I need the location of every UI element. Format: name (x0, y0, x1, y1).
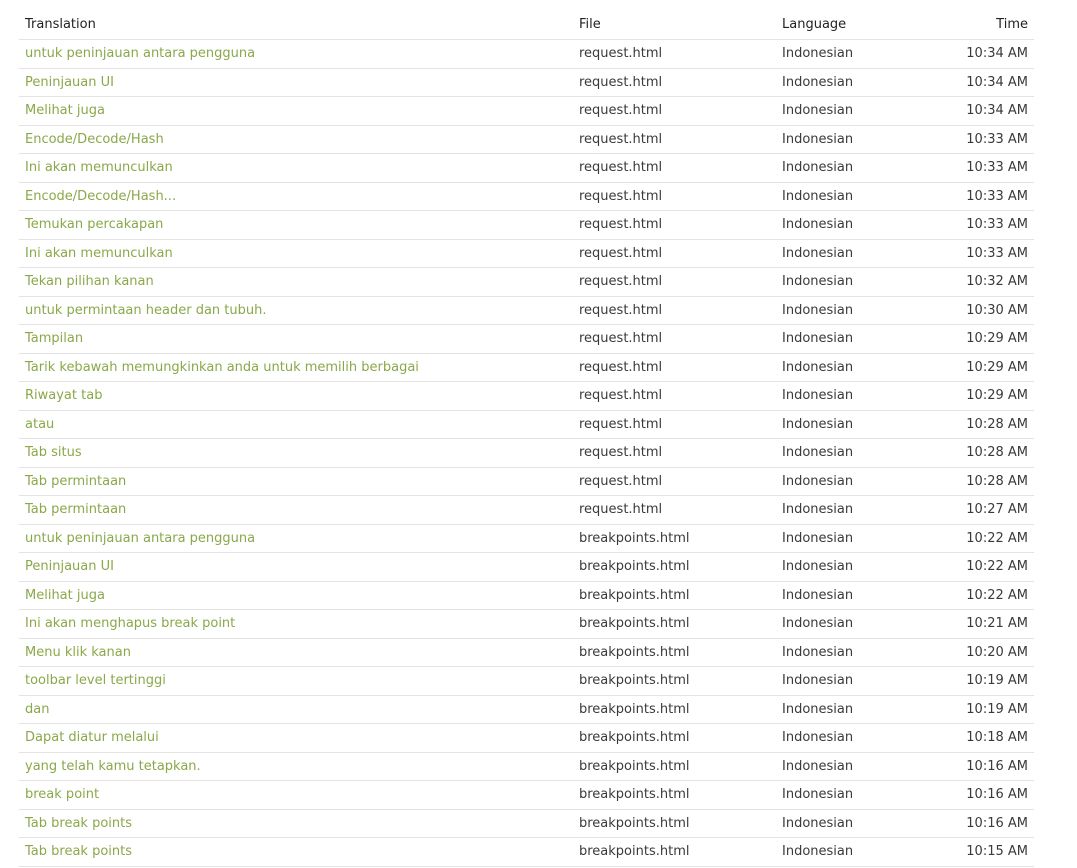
time-cell: 10:19 AM (936, 695, 1034, 724)
translation-link[interactable]: atau (19, 410, 573, 439)
translations-table-container (19, 10, 1034, 867)
time-cell: 10:33 AM (936, 154, 1034, 183)
time-cell: 10:28 AM (936, 467, 1034, 496)
translation-link[interactable]: Peninjauan UI (19, 553, 573, 582)
table-row (19, 553, 1034, 582)
time-cell: 10:20 AM (936, 638, 1034, 667)
time-cell: 10:21 AM (936, 610, 1034, 639)
translation-link[interactable]: Menu klik kanan (19, 638, 573, 667)
translation-link[interactable]: Tab permintaan (19, 496, 573, 525)
header-translation[interactable]: Translation (19, 10, 573, 40)
time-cell: 10:30 AM (936, 296, 1034, 325)
header-file[interactable]: File (573, 10, 776, 40)
table-body (19, 40, 1034, 867)
time-cell: 10:16 AM (936, 809, 1034, 838)
file-cell: request.html (573, 125, 776, 154)
time-cell: 10:22 AM (936, 524, 1034, 553)
table-row (19, 382, 1034, 411)
file-cell: request.html (573, 382, 776, 411)
language-cell: Indonesian (776, 809, 936, 838)
language-cell: Indonesian (776, 439, 936, 468)
translation-link[interactable]: Tab break points (19, 838, 573, 867)
table-row (19, 68, 1034, 97)
file-cell: request.html (573, 154, 776, 183)
language-cell: Indonesian (776, 182, 936, 211)
time-cell: 10:22 AM (936, 581, 1034, 610)
file-cell: breakpoints.html (573, 581, 776, 610)
table-row (19, 781, 1034, 810)
translation-link[interactable]: untuk permintaan header dan tubuh. (19, 296, 573, 325)
table-row (19, 467, 1034, 496)
language-cell: Indonesian (776, 724, 936, 753)
time-cell: 10:34 AM (936, 97, 1034, 126)
translation-link[interactable]: Encode/Decode/Hash... (19, 182, 573, 211)
time-cell: 10:16 AM (936, 752, 1034, 781)
language-cell: Indonesian (776, 553, 936, 582)
language-cell: Indonesian (776, 211, 936, 240)
header-language[interactable]: Language (776, 10, 936, 40)
table-row (19, 496, 1034, 525)
file-cell: request.html (573, 97, 776, 126)
language-cell: Indonesian (776, 97, 936, 126)
time-cell: 10:33 AM (936, 182, 1034, 211)
table-row (19, 439, 1034, 468)
file-cell: request.html (573, 467, 776, 496)
table-row (19, 410, 1034, 439)
language-cell: Indonesian (776, 382, 936, 411)
table-row (19, 638, 1034, 667)
language-cell: Indonesian (776, 496, 936, 525)
file-cell: request.html (573, 296, 776, 325)
translation-link[interactable]: Melihat juga (19, 97, 573, 126)
translation-link[interactable]: Tarik kebawah memungkinkan anda untuk memilih berbagai (19, 353, 573, 382)
table-row (19, 40, 1034, 69)
time-cell: 10:33 AM (936, 125, 1034, 154)
file-cell: request.html (573, 40, 776, 69)
translation-link[interactable]: Dapat diatur melalui (19, 724, 573, 753)
language-cell: Indonesian (776, 410, 936, 439)
language-cell: Indonesian (776, 781, 936, 810)
time-cell: 10:22 AM (936, 553, 1034, 582)
translation-link[interactable]: untuk peninjauan antara pengguna (19, 524, 573, 553)
table-row (19, 211, 1034, 240)
file-cell: request.html (573, 268, 776, 297)
time-cell: 10:29 AM (936, 382, 1034, 411)
language-cell: Indonesian (776, 467, 936, 496)
file-cell: request.html (573, 211, 776, 240)
translations-table (19, 10, 1034, 867)
time-cell: 10:29 AM (936, 325, 1034, 354)
language-cell: Indonesian (776, 695, 936, 724)
file-cell: request.html (573, 182, 776, 211)
translation-link[interactable]: Tab break points (19, 809, 573, 838)
table-row (19, 809, 1034, 838)
file-cell: request.html (573, 496, 776, 525)
file-cell: request.html (573, 239, 776, 268)
file-cell: breakpoints.html (573, 667, 776, 696)
table-row (19, 667, 1034, 696)
language-cell: Indonesian (776, 752, 936, 781)
table-row (19, 296, 1034, 325)
time-cell: 10:32 AM (936, 268, 1034, 297)
file-cell: request.html (573, 410, 776, 439)
table-row (19, 524, 1034, 553)
time-cell: 10:29 AM (936, 353, 1034, 382)
file-cell: breakpoints.html (573, 809, 776, 838)
time-cell: 10:18 AM (936, 724, 1034, 753)
language-cell: Indonesian (776, 154, 936, 183)
language-cell: Indonesian (776, 40, 936, 69)
header-time[interactable]: Time (936, 10, 1034, 40)
translation-link[interactable]: Ini akan menghapus break point (19, 610, 573, 639)
time-cell: 10:34 AM (936, 68, 1034, 97)
language-cell: Indonesian (776, 838, 936, 867)
table-row (19, 610, 1034, 639)
language-cell: Indonesian (776, 268, 936, 297)
file-cell: request.html (573, 68, 776, 97)
translation-link[interactable]: Tekan pilihan kanan (19, 268, 573, 297)
translation-link[interactable]: Tampilan (19, 325, 573, 354)
table-row (19, 182, 1034, 211)
table-row (19, 724, 1034, 753)
file-cell: breakpoints.html (573, 553, 776, 582)
translation-link[interactable]: Tab permintaan (19, 467, 573, 496)
time-cell: 10:34 AM (936, 40, 1034, 69)
time-cell: 10:28 AM (936, 439, 1034, 468)
translation-link[interactable]: untuk peninjauan antara pengguna (19, 40, 573, 69)
language-cell: Indonesian (776, 68, 936, 97)
time-cell: 10:33 AM (936, 239, 1034, 268)
language-cell: Indonesian (776, 581, 936, 610)
time-cell: 10:15 AM (936, 838, 1034, 867)
translation-link[interactable]: dan (19, 695, 573, 724)
table-header (19, 10, 1034, 40)
file-cell: breakpoints.html (573, 610, 776, 639)
file-cell: breakpoints.html (573, 638, 776, 667)
language-cell: Indonesian (776, 610, 936, 639)
time-cell: 10:27 AM (936, 496, 1034, 525)
time-cell: 10:19 AM (936, 667, 1034, 696)
translation-link[interactable]: toolbar level tertinggi (19, 667, 573, 696)
translation-link[interactable]: Melihat juga (19, 581, 573, 610)
translation-link[interactable]: Peninjauan UI (19, 68, 573, 97)
translation-link[interactable]: Riwayat tab (19, 382, 573, 411)
table-row (19, 838, 1034, 867)
table-row (19, 695, 1034, 724)
file-cell: breakpoints.html (573, 724, 776, 753)
language-cell: Indonesian (776, 667, 936, 696)
language-cell: Indonesian (776, 239, 936, 268)
file-cell: breakpoints.html (573, 524, 776, 553)
table-row (19, 268, 1034, 297)
file-cell: breakpoints.html (573, 752, 776, 781)
file-cell: breakpoints.html (573, 781, 776, 810)
translation-link[interactable]: Temukan percakapan (19, 211, 573, 240)
language-cell: Indonesian (776, 125, 936, 154)
header-row (19, 10, 1034, 40)
time-cell: 10:33 AM (936, 211, 1034, 240)
time-cell: 10:28 AM (936, 410, 1034, 439)
table-row (19, 581, 1034, 610)
table-row (19, 353, 1034, 382)
language-cell: Indonesian (776, 353, 936, 382)
table-row (19, 325, 1034, 354)
table-row (19, 239, 1034, 268)
table-row (19, 97, 1034, 126)
table-row (19, 752, 1034, 781)
translation-link[interactable]: Ini akan memunculkan (19, 239, 573, 268)
translation-link[interactable]: Ini akan memunculkan (19, 154, 573, 183)
table-row (19, 154, 1034, 183)
file-cell: request.html (573, 325, 776, 354)
file-cell: request.html (573, 439, 776, 468)
language-cell: Indonesian (776, 638, 936, 667)
translation-link[interactable]: Tab situs (19, 439, 573, 468)
file-cell: breakpoints.html (573, 838, 776, 867)
file-cell: breakpoints.html (573, 695, 776, 724)
language-cell: Indonesian (776, 325, 936, 354)
translation-link[interactable]: Encode/Decode/Hash (19, 125, 573, 154)
translation-link[interactable]: break point (19, 781, 573, 810)
language-cell: Indonesian (776, 296, 936, 325)
translation-link[interactable]: yang telah kamu tetapkan. (19, 752, 573, 781)
table-row (19, 125, 1034, 154)
language-cell: Indonesian (776, 524, 936, 553)
file-cell: request.html (573, 353, 776, 382)
time-cell: 10:16 AM (936, 781, 1034, 810)
